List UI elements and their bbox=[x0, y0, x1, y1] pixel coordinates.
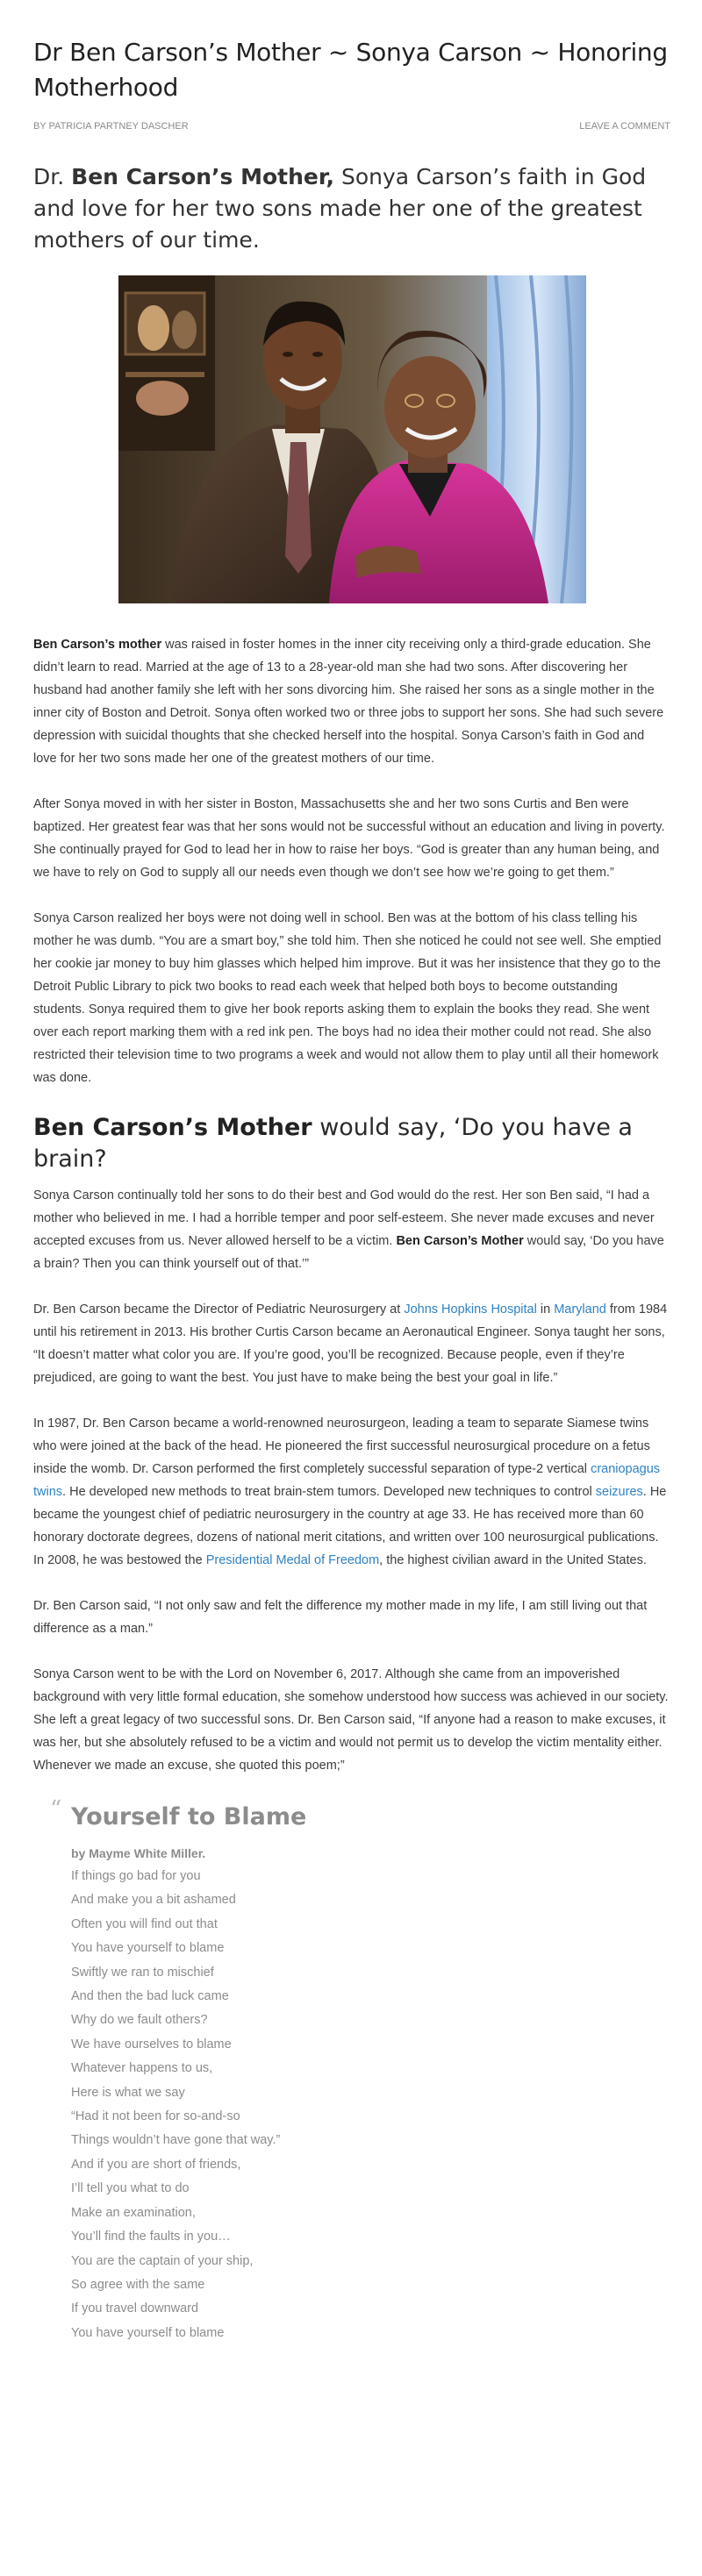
paragraph-7: Dr. Ben Carson said, “I not only saw and felt the difference my mother made in my life, I am still living out that difference as a man.” bbox=[33, 1599, 648, 1636]
johns-hopkins-link[interactable]: Johns Hopkins Hospital bbox=[404, 1302, 537, 1317]
article-body bbox=[33, 633, 670, 1777]
p4-text: Sonya Carson continually told her sons to do their best and God would do the rest. Her son Ben said, “I had a mother who believed in me. I had a horrible temper and poor self-esteem. She never made excuses and never accepted excuses from us. Never allowed herself to be a victim. bbox=[33, 1188, 655, 1248]
poem-line: Whatever happens to us, bbox=[71, 2061, 213, 2076]
poem-line: And make you a bit ashamed bbox=[71, 1893, 236, 1908]
paragraph-3: Sonya Carson realized her boys were not doing well in school. Ben was at the bottom of his class telling his mother he was dumb. “You are a smart boy,” she told him. Then she noticed he could not see well. She emptied her cookie jar money to buy him glasses which helped him improve. But it was her insistence that they go to the Detroit Public Library to pick two books to read each week that helped both boys to become outstanding students. Sonya required them to give her book reports asking them to explain the books they read. She went over each report marking them with a red ink pen. The boys had no idea their mother could not read. She also restricted their television time to two programs a week and would not allow them to play until all their homework was done. bbox=[33, 911, 662, 1085]
post-meta bbox=[33, 121, 670, 132]
poem-line: I’ll tell you what to do bbox=[71, 2181, 190, 2196]
poem-lines bbox=[71, 1865, 670, 2345]
presidential-medal-link[interactable]: Presidential Medal of Freedom bbox=[205, 1553, 380, 1567]
poem-quote bbox=[33, 1796, 670, 2345]
p5-text-b: in bbox=[536, 1302, 555, 1317]
post-title: Dr Ben Carson’s Mother ~ Sonya Carson ~ Honoring Motherhood bbox=[33, 38, 668, 102]
poem-line: Why do we fault others? bbox=[71, 2013, 208, 2028]
poem-title: Yourself to Blame bbox=[71, 1803, 307, 1830]
paragraph-4 bbox=[33, 1184, 670, 1275]
p1-text: was raised in foster homes in the inner city receiving only a third-grade education. She didn’t learn to read. Married at the age of 13 to a 28-year-old man she had two sons. After discovering her husband had another family she left with her sons divorcing him. She raised her sons as a single mother in the inner city of Boston and Detroit. Sonya often worked two or three jobs to support her sons. She had such severe depression with suicidal thoughts that she checked herself into the hospital. Sonya Carson’s faith in God and love for her two sons made her one of the greatest mothers of our time. bbox=[33, 638, 664, 766]
maryland-link[interactable]: Maryland bbox=[554, 1302, 606, 1317]
seizures-link[interactable]: seizures bbox=[595, 1485, 643, 1499]
poem-line: You have yourself to blame bbox=[71, 1941, 225, 1956]
poem-line: If things go bad for you bbox=[71, 1869, 201, 1883]
poem-line: Swiftly we ran to mischief bbox=[71, 1965, 214, 1980]
poem-line: You are the captain of your ship, bbox=[71, 2253, 254, 2268]
paragraph-6 bbox=[33, 1412, 670, 1572]
p5-text-a: Dr. Ben Carson became the Director of Pediatric Neurosurgery at bbox=[33, 1302, 405, 1317]
poem-line: You have yourself to blame bbox=[71, 2325, 225, 2340]
section-heading-bold: Ben Carson’s Mother bbox=[33, 1114, 312, 1141]
featured-photo bbox=[118, 275, 586, 603]
p6-text-d: , the highest civilian award in the United States. bbox=[379, 1553, 647, 1567]
section-heading bbox=[33, 1112, 670, 1175]
paragraph-8: Sonya Carson went to be with the Lord on November 6, 2017. Although she came from an impoverished background with very little formal education, she somehow understood how success was achieved in our society. She left a great legacy of two successful sons. Dr. Ben Carson said, “If anyone had a reason to make excuses, it was her, but she absolutely refused to be a victim and would not permit us to develop the victim mentality either. Whenever we made an excuse, she quoted this poem;” bbox=[33, 1667, 669, 1773]
craniopagus-twins-link[interactable]: craniopagus twins bbox=[33, 1462, 661, 1499]
paragraph-1 bbox=[33, 633, 670, 770]
section-heading-rest: would say, ‘Do you have a brain? bbox=[33, 1114, 633, 1173]
poem-line: And if you are short of friends, bbox=[71, 2157, 241, 2172]
lead-text-pre: Dr. bbox=[33, 164, 72, 189]
p6-text-b: . He developed new methods to treat brain-stem tumors. Developed new techniques to control bbox=[62, 1485, 596, 1499]
poem-line: You’ll find the faults in you… bbox=[71, 2230, 231, 2244]
lead-text-bold: Ben Carson’s Mother, bbox=[71, 164, 335, 189]
paragraph-5 bbox=[33, 1298, 670, 1389]
poem-line: “Had it not been for so-and-so bbox=[71, 2109, 240, 2124]
poem-line: We have ourselves to blame bbox=[71, 2037, 232, 2052]
p4-bold: Ben Carson’s Mother bbox=[396, 1234, 524, 1248]
author-link[interactable]: BY PATRICIA PARTNEY DASCHER bbox=[33, 121, 189, 132]
p6-text-c: . He became the youngest chief of pediatric neurosurgery in the country at age 33. He has received more than 60 honorary doctorate degrees, dozens of national merit citations, and written over 100 neurosurgical publications. In 2008, he was bestowed the bbox=[33, 1485, 667, 1567]
lead-text-post: Sonya Carson’s faith in God and love for her two sons made her one of the greatest mothers of our time. bbox=[33, 164, 647, 253]
poem-line: Make an examination, bbox=[71, 2205, 196, 2220]
poem-line: Here is what we say bbox=[71, 2085, 185, 2100]
poem-line: And then the bad luck came bbox=[71, 1989, 229, 2004]
poem-line: Often you will find out that bbox=[71, 1916, 218, 1931]
poem-author: by Mayme White Miller. bbox=[71, 1846, 206, 1860]
photo-illustration bbox=[118, 275, 586, 603]
leave-comment-link[interactable]: LEAVE A COMMENT bbox=[579, 121, 670, 132]
poem-line: Things wouldn’t have gone that way.” bbox=[71, 2133, 281, 2148]
p1-bold: Ben Carson’s mother bbox=[33, 638, 162, 652]
p6-text-a: In 1987, Dr. Ben Carson became a world-renowned neurosurgeon, leading a team to separate Siamese twins who were joined at the back of the head. He pioneered the first successful neurosurgical procedure on a fetus inside the womb. Dr. Carson performed the first completely successful separation of type-2 vertical bbox=[33, 1416, 650, 1476]
poem-line: So agree with the same bbox=[71, 2277, 205, 2292]
lead-heading bbox=[33, 161, 670, 256]
quote-mark-icon: “ bbox=[50, 1796, 62, 1823]
poem-line: If you travel downward bbox=[71, 2301, 199, 2316]
p5-text-c: from 1984 until his retirement in 2013. His brother Curtis Carson became an Aeronautical Engineer. Sonya taught her sons, “It doesn’t matter what color you are. If you’re good, you’ll be recognized. Because people, even if they’re prejudiced, are going to want the best. You just have to make being the best your goal in life.” bbox=[33, 1302, 668, 1385]
paragraph-2: After Sonya moved in with her sister in Boston, Massachusetts she and her two sons Curtis and Ben were baptized. Her greatest fear was that her sons would not be successful without an education and living in poverty. She continually prayed for God to lead her in how to raise her boys. “God is greater than any human being, and we have to rely on God to supply all our needs even though we don’t see how we’re going to get them.” bbox=[33, 797, 665, 880]
p4-tail: would say, ‘Do you have a brain? Then you can think yourself out of that.’” bbox=[33, 1234, 664, 1271]
